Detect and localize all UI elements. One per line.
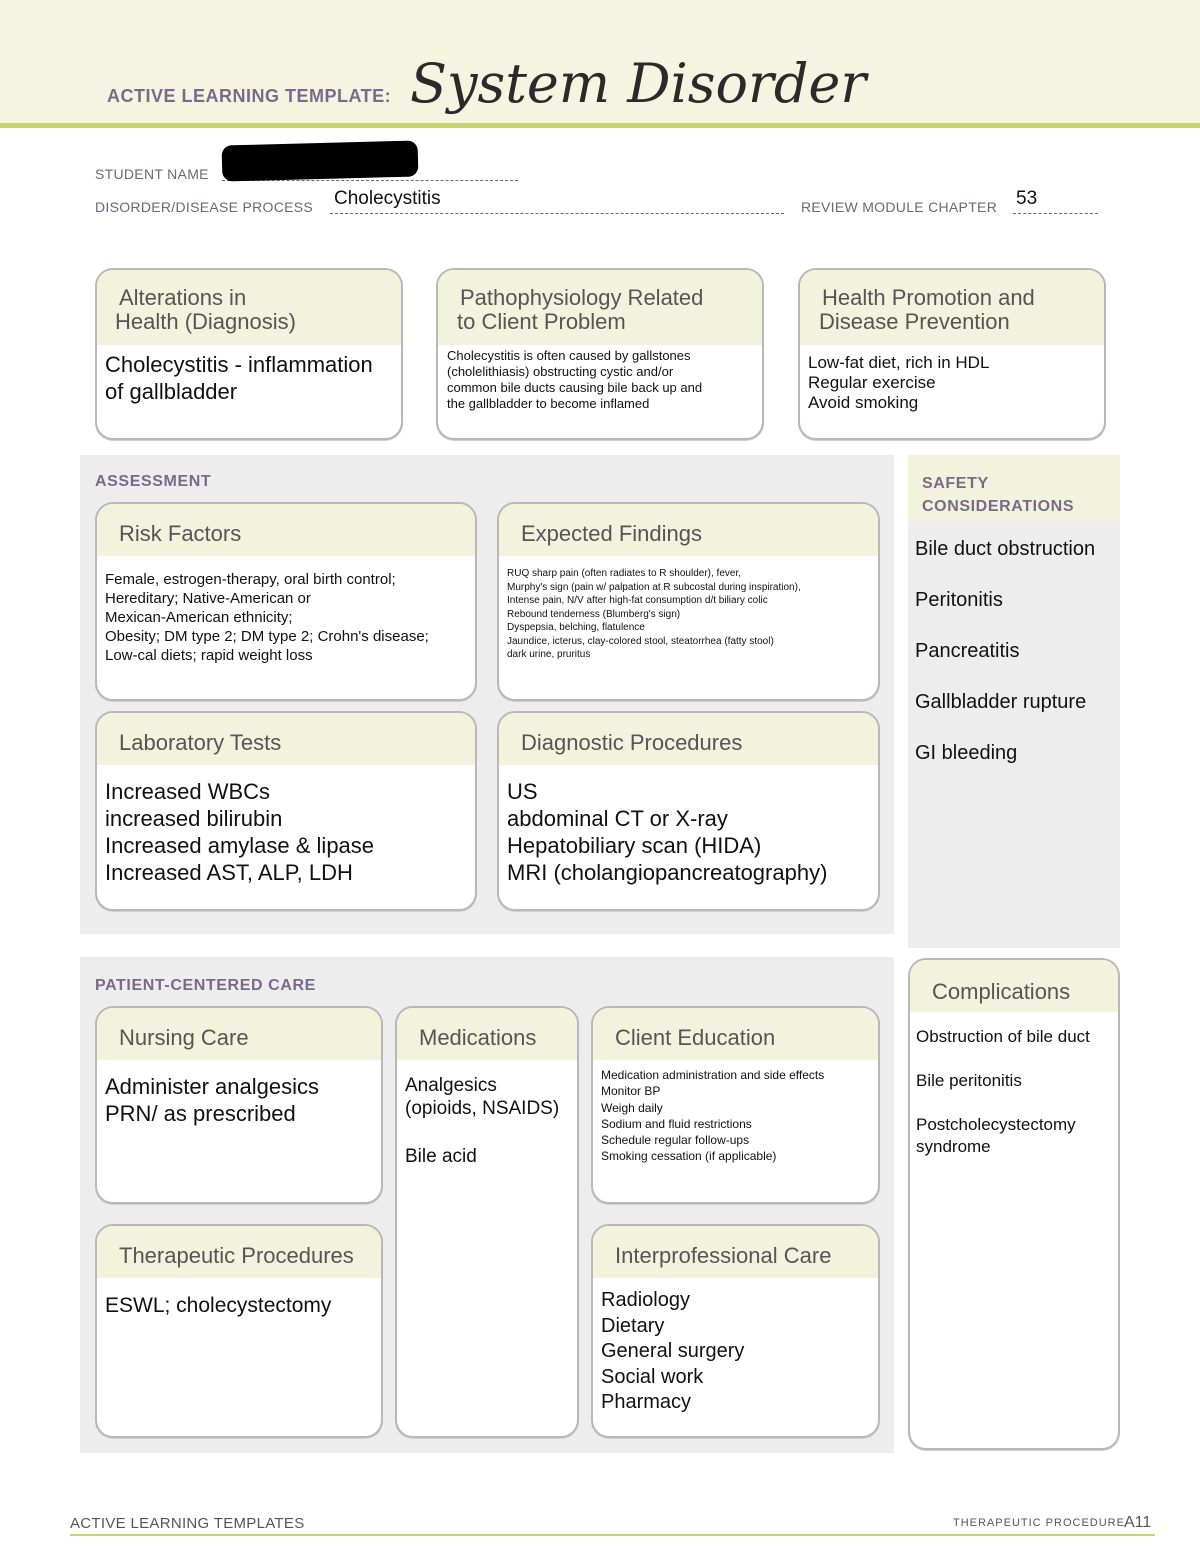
complication-item: Bile peritonitis (916, 1071, 1022, 1090)
expected-findings-line: RUQ sharp pain (often radiates to R shoulder), fever, (507, 568, 742, 579)
footer-left: ACTIVE LEARNING TEMPLATES (70, 1515, 305, 1532)
medications-line: Analgesics (405, 1075, 497, 1096)
diagnostic-procedures-body (499, 765, 878, 886)
risk-factors-title: Risk Factors (97, 504, 475, 556)
health-promotion-line: Regular exercise (808, 373, 936, 392)
assessment-label: ASSESSMENT (95, 473, 212, 490)
interprofessional-care-line: Dietary (601, 1314, 665, 1337)
risk-factors-card (95, 502, 477, 701)
alterations-body (97, 345, 401, 405)
therapeutic-procedures-card (95, 1224, 383, 1438)
complication-item: Obstruction of bile duct (916, 1027, 1090, 1046)
interprofessional-care-line: Radiology (601, 1289, 690, 1311)
diagnostic-procedures-card (497, 711, 880, 911)
template-label: ACTIVE LEARNING TEMPLATE: (107, 86, 392, 106)
pathophysiology-title-line: to Client Problem (457, 309, 626, 334)
safety-label-line: SAFETY (922, 475, 989, 492)
client-education-card (591, 1006, 880, 1204)
patient-centered-care-label: PATIENT-CENTERED CARE (95, 977, 316, 994)
laboratory-tests-title: Laboratory Tests (97, 713, 475, 765)
alterations-line: Cholecystitis - inflammation (105, 352, 373, 377)
alterations-card (95, 268, 403, 440)
risk-factors-line: Hereditary; Native-American or (105, 590, 311, 607)
therapeutic-procedures-line: ESWL; cholecystectomy (105, 1294, 332, 1317)
complications-body (910, 1012, 1118, 1158)
interprofessional-care-line: Social work (601, 1365, 704, 1388)
laboratory-tests-line: increased bilirubin (105, 806, 283, 831)
medications-body (397, 1060, 577, 1168)
health-promotion-card (798, 268, 1106, 440)
safety-item: Peritonitis (915, 589, 1003, 611)
pathophysiology-line: Cholecystitis is often caused by gallstones (447, 348, 691, 363)
interprofessional-care-card (591, 1224, 880, 1438)
interprofessional-care-body (593, 1278, 878, 1416)
client-education-line: Smoking cessation (if applicable) (601, 1149, 777, 1164)
pathophysiology-card (436, 268, 764, 440)
header-rule (0, 123, 1200, 128)
complications-title: Complications (910, 960, 1118, 1012)
risk-factors-line: Low-cal diets; rapid weight loss (105, 647, 313, 664)
redaction-mark (222, 140, 419, 181)
expected-findings-line: Dyspepsia, belching, flatulence (507, 622, 645, 633)
footer-rule (70, 1534, 1155, 1536)
client-education-line: Schedule regular follow-ups (601, 1133, 750, 1148)
safety-item: Pancreatitis (915, 640, 1020, 662)
client-education-body (593, 1060, 878, 1165)
complication-item: Postcholecystectomy syndrome (916, 1115, 1076, 1156)
client-education-line: Weigh daily (601, 1100, 663, 1115)
page-number: A11 (1124, 1514, 1152, 1531)
interprofessional-care-line: General surgery (601, 1340, 745, 1362)
diagnostic-procedures-title: Diagnostic Procedures (499, 713, 878, 765)
risk-factors-body (97, 556, 475, 665)
pathophysiology-title (438, 270, 762, 345)
pathophysiology-line: the gallbladder to become inflamed (447, 396, 650, 411)
chapter-value: 53 (1016, 188, 1038, 209)
laboratory-tests-card (95, 711, 477, 911)
nursing-care-body (97, 1060, 381, 1127)
pathophysiology-title-line: Pathophysiology Related (460, 285, 704, 310)
medications-title: Medications (397, 1008, 577, 1060)
medications-line (405, 1120, 569, 1145)
interprofessional-care-title: Interprofessional Care (593, 1226, 878, 1278)
disorder-label: DISORDER/DISEASE PROCESS (95, 199, 314, 215)
health-promotion-title-line: Disease Prevention (819, 309, 1010, 334)
alterations-line: of gallbladder (105, 379, 238, 404)
complications-card (908, 958, 1120, 1450)
diagnostic-procedures-line: MRI (cholangiopancreatography) (507, 860, 828, 885)
diagnostic-procedures-line: US (507, 779, 538, 804)
risk-factors-line: Mexican-American ethnicity; (105, 609, 293, 626)
laboratory-tests-line: Increased amylase & lipase (105, 833, 375, 858)
therapeutic-procedures-body (97, 1278, 381, 1319)
alterations-title (97, 270, 401, 345)
diagnostic-procedures-line: Hepatobiliary scan (HIDA) (507, 833, 762, 858)
footer-right: THERAPEUTIC PROCEDURE (953, 1517, 1125, 1529)
chapter-field[interactable] (1013, 213, 1098, 214)
health-promotion-title-line: Health Promotion and (822, 285, 1035, 310)
interprofessional-care-line: Pharmacy (601, 1391, 692, 1413)
expected-findings-line: Rebound tenderness (Blumberg's sign) (507, 608, 681, 620)
client-education-title: Client Education (593, 1008, 878, 1060)
nursing-care-card (95, 1006, 383, 1204)
risk-factors-line: Female, estrogen-therapy, oral birth control; (105, 571, 396, 588)
health-promotion-body (800, 345, 1104, 413)
diagnostic-procedures-line: abdominal CT or X-ray (507, 806, 728, 831)
risk-factors-line: Obesity; DM type 2; DM type 2; Crohn's disease; (105, 628, 429, 645)
expected-findings-line: Murphy's sign (pain w/ palpation at R subcostal during inspiration), (507, 581, 801, 593)
health-promotion-line: Avoid smoking (808, 393, 919, 412)
alterations-title-line: Health (Diagnosis) (115, 309, 296, 334)
alterations-title-line: Alterations in (119, 285, 247, 310)
medications-line: Bile acid (405, 1146, 477, 1167)
pathophysiology-line: common bile ducts causing bile back up and (447, 380, 703, 395)
client-education-line: Monitor BP (601, 1084, 661, 1099)
student-name-label: STUDENT NAME (95, 166, 209, 182)
expected-findings-title: Expected Findings (499, 504, 878, 556)
expected-findings-line: Jaundice, icterus, clay-colored stool, steatorrhea (fatty stool) (507, 635, 774, 647)
nursing-care-line: PRN/ as prescribed (105, 1101, 296, 1126)
safety-considerations-panel (908, 455, 1120, 948)
therapeutic-procedures-title: Therapeutic Procedures (97, 1226, 381, 1278)
health-promotion-line: Low-fat diet, rich in HDL (808, 353, 990, 372)
safety-item: Gallbladder rupture (915, 691, 1087, 713)
expected-findings-line: Intense pain, N/V after high-fat consumption d/t biliary colic (507, 595, 768, 606)
medications-card (395, 1006, 579, 1438)
disorder-value: Cholecystitis (334, 188, 441, 209)
safety-item: GI bleeding (915, 742, 1018, 764)
chapter-label: REVIEW MODULE CHAPTER (801, 199, 998, 215)
expected-findings-body (499, 556, 878, 662)
pathophysiology-body (438, 345, 762, 412)
health-promotion-title (800, 270, 1104, 345)
expected-findings-line: dark urine, pruritus (507, 649, 591, 660)
nursing-care-title: Nursing Care (97, 1008, 381, 1060)
medications-line: (opioids, NSAIDS) (405, 1098, 560, 1119)
client-education-line: Medication administration and side effects (601, 1068, 825, 1082)
disorder-field[interactable] (330, 213, 784, 214)
safety-label (922, 472, 1074, 518)
safety-item: Bile duct obstruction (915, 538, 1096, 560)
template-title: System Disorder (410, 52, 867, 115)
client-education-line: Sodium and fluid restrictions (601, 1116, 752, 1131)
safety-label-line: CONSIDERATIONS (922, 498, 1075, 515)
expected-findings-card (497, 502, 880, 701)
laboratory-tests-line: Increased WBCs (105, 779, 271, 804)
laboratory-tests-body (97, 765, 475, 886)
nursing-care-line: Administer analgesics (105, 1074, 319, 1099)
pathophysiology-line: (cholelithiasis) obstructing cystic and/or (447, 364, 674, 379)
laboratory-tests-line: Increased AST, ALP, LDH (105, 860, 353, 885)
